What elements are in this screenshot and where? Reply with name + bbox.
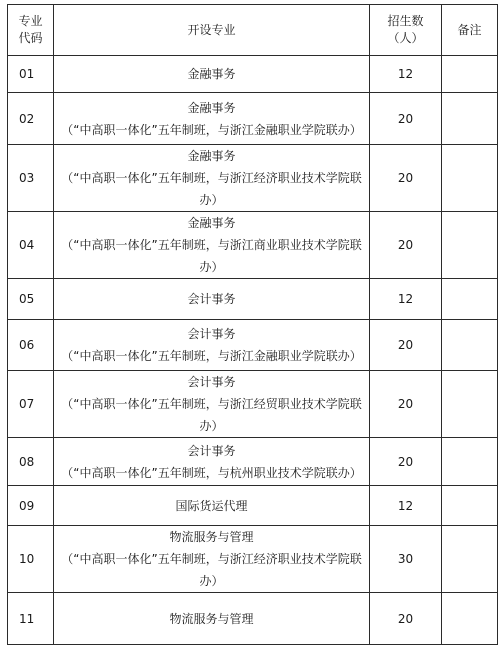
- row-count: 30: [370, 526, 442, 593]
- row-major: [54, 486, 370, 526]
- row-note: [442, 56, 498, 93]
- row-major: [54, 56, 370, 93]
- enrollment-table: [7, 4, 498, 645]
- row-count: 12: [370, 279, 442, 320]
- major-name: 会计事务: [187, 443, 236, 458]
- row-note: [442, 438, 498, 486]
- header-row: [8, 5, 498, 56]
- major-name: 金融事务: [187, 149, 236, 163]
- row-major: [54, 438, 370, 486]
- row-code: 11: [8, 593, 54, 645]
- row-note: [442, 93, 498, 145]
- table-row: [8, 93, 498, 145]
- row-count: 20: [370, 93, 442, 145]
- row-major: [54, 212, 370, 279]
- table-row: [8, 371, 498, 438]
- major-detail: （“中高职一体化”五年制班，与浙江经济职业技术学院联办）: [61, 552, 362, 588]
- row-code: 10: [8, 526, 54, 593]
- table-row: [8, 56, 498, 93]
- header-note: 备注: [442, 5, 498, 56]
- table-row: [8, 486, 498, 526]
- table-row: [8, 438, 498, 486]
- major-detail: （“中高职一体化”五年制班，与浙江商业职业技术学院联办）: [61, 238, 362, 274]
- major-detail: （“中高职一体化”五年制班，与浙江金融职业学院联办）: [61, 349, 362, 363]
- row-count: 20: [370, 371, 442, 438]
- major-name: 会计事务: [187, 327, 236, 341]
- row-major: [54, 526, 370, 593]
- table-row: [8, 526, 498, 593]
- row-code: 03: [8, 145, 54, 212]
- row-major: [54, 93, 370, 145]
- major-detail: （“中高职一体化”五年制班，与浙江经济职业技术学院联办）: [61, 171, 362, 207]
- row-count: 12: [370, 56, 442, 93]
- row-note: [442, 320, 498, 371]
- row-note: [442, 593, 498, 645]
- table-row: [8, 279, 498, 320]
- row-code: 02: [8, 93, 54, 145]
- row-major: [54, 279, 370, 320]
- major-name: 会计事务: [187, 292, 236, 306]
- row-major: [54, 371, 370, 438]
- major-detail: （“中高职一体化”五年制班，与浙江经贸职业技术学院联办）: [61, 397, 362, 433]
- row-count: 12: [370, 486, 442, 526]
- table-row: [8, 212, 498, 279]
- row-count: 20: [370, 438, 442, 486]
- table-row: [8, 145, 498, 212]
- major-name: 会计事务: [187, 375, 236, 389]
- row-count: 20: [370, 593, 442, 645]
- header-count: 招生数 （人）: [370, 5, 442, 56]
- row-code: 05: [8, 279, 54, 320]
- major-name: 金融事务: [187, 216, 236, 230]
- row-major: [54, 593, 370, 645]
- table-body: [8, 56, 498, 645]
- row-note: [442, 371, 498, 438]
- row-count: 20: [370, 320, 442, 371]
- row-note: [442, 279, 498, 320]
- row-code: 04: [8, 212, 54, 279]
- header-code: 专业 代码: [8, 5, 54, 56]
- row-note: [442, 486, 498, 526]
- major-name: 国际货运代理: [175, 498, 248, 513]
- row-major: [54, 320, 370, 371]
- header-major: 开设专业: [54, 5, 370, 56]
- major-name: 物流服务与管理: [169, 611, 254, 626]
- row-count: 20: [370, 212, 442, 279]
- row-note: [442, 145, 498, 212]
- row-code: 07: [8, 371, 54, 438]
- major-detail: （“中高职一体化”五年制班，与杭州职业技术学院联办）: [61, 465, 362, 480]
- major-name: 金融事务: [187, 67, 236, 81]
- table-row: [8, 320, 498, 371]
- row-major: [54, 145, 370, 212]
- major-detail: （“中高职一体化”五年制班，与浙江金融职业学院联办）: [61, 122, 362, 137]
- row-note: [442, 526, 498, 593]
- row-code: 01: [8, 56, 54, 93]
- major-name: 物流服务与管理: [169, 530, 254, 544]
- row-code: 08: [8, 438, 54, 486]
- table-row: [8, 593, 498, 645]
- row-note: [442, 212, 498, 279]
- row-code: 09: [8, 486, 54, 526]
- major-name: 金融事务: [187, 100, 236, 115]
- row-code: 06: [8, 320, 54, 371]
- row-count: 20: [370, 145, 442, 212]
